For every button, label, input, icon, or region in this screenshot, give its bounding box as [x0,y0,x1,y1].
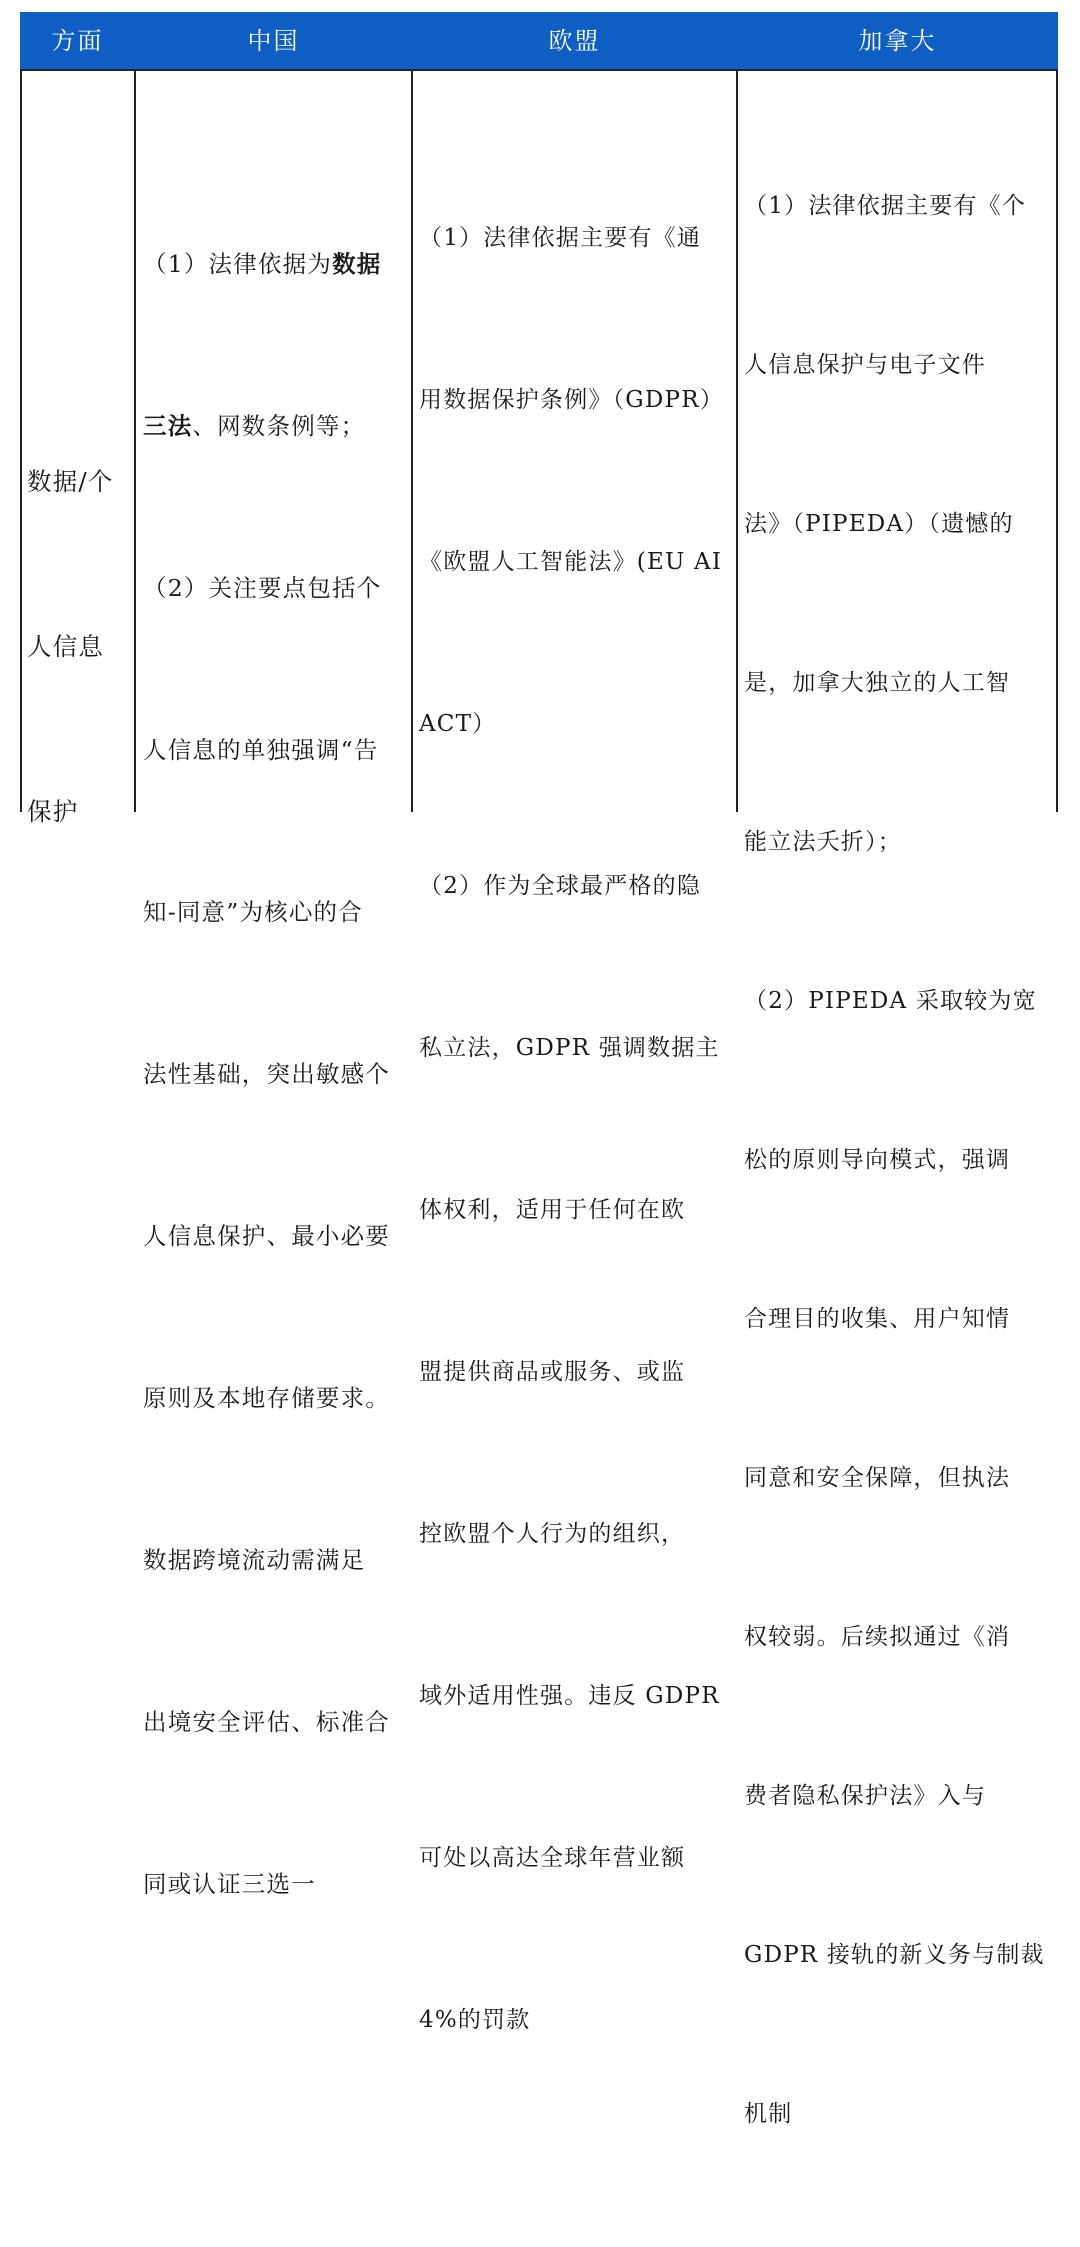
cell-aspect [27,344,114,949]
table-left-border [20,70,22,812]
cell-canada [744,74,1045,2247]
china-line: 人信息保护、最小必要 [143,1222,390,1250]
cell-china [143,129,390,2019]
china-line: （2）关注要点包括个 [143,574,382,602]
china-line: 数据跨境流动需满足 [143,1546,366,1574]
canada-line: 人信息保护与电子文件 [744,352,986,378]
china-text: （1）法律依据为 [143,250,333,278]
canada-line: 同意和安全保障，但执法 [744,1465,1011,1491]
eu-line: 域外适用性强。违反 GDPR [419,1683,720,1709]
china-text: 、网数条例等； [192,412,366,440]
cell-eu [419,103,724,2155]
header-eu: 欧盟 [548,27,601,55]
eu-line: 控欧盟个人行为的组织， [419,1521,686,1547]
canada-line: GDPR 接轨的新义务与制裁 [744,1942,1045,1968]
aspect-line: 数据/个 [27,467,114,496]
eu-line: 私立法，GDPR 强调数据主 [419,1035,720,1061]
china-bold-text: 数据 [332,250,382,278]
eu-line: （2）作为全球最严格的隐 [419,873,702,899]
china-bold-text: 三法 [143,412,193,440]
eu-line: （1）法律依据主要有《通 [419,225,702,251]
header-china: 中国 [247,27,300,55]
eu-line: ACT） [419,711,497,737]
column-divider-2 [411,70,413,812]
column-divider-1 [134,70,136,812]
china-line [143,399,390,453]
eu-line: 盟提供商品或服务、或监 [419,1359,686,1385]
header-aspect: 方面 [51,27,104,55]
canada-line: 费者隐私保护法》入与 [744,1783,986,1809]
china-line: 同或认证三选一 [143,1870,316,1898]
china-line [143,237,390,291]
canada-line: 能立法夭折）； [744,829,902,855]
comparison-table [20,12,1058,2127]
canada-line: 合理目的收集、用户知情 [744,1306,1011,1332]
china-line: 出境安全评估、标准合 [143,1708,390,1736]
eu-line: 体权利，适用于任何在欧 [419,1197,686,1223]
eu-line: 《欧盟人工智能法》(EU AI [419,549,723,575]
table-right-border [1056,70,1058,812]
column-divider-3 [736,70,738,812]
eu-line: 4%的罚款 [419,2007,531,2033]
eu-line: 可处以高达全球年营业额 [419,1845,686,1871]
aspect-line: 人信息 [27,632,105,661]
canada-line: （1）法律依据主要有《个 [744,193,1027,219]
canada-line: 权较弱。后续拟通过《消 [744,1624,1011,1650]
canada-line: 松的原则导向模式，强调 [744,1147,1011,1173]
canada-line: 法》（PIPEDA）（遗憾的 [744,511,1014,537]
canada-line: （2）PIPEDA 采取较为宽 [744,988,1037,1014]
china-line: 原则及本地存储要求。 [143,1384,390,1412]
canada-line: 是，加拿大独立的人工智 [744,670,1011,696]
china-line: 知-同意”为核心的合 [143,898,363,926]
eu-line: 用数据保护条例》（GDPR） [419,387,724,413]
china-line: 人信息的单独强调“告 [143,736,379,764]
header-canada: 加拿大 [858,27,937,55]
aspect-line: 保护 [27,797,79,826]
canada-line: 机制 [744,2101,793,2127]
header-divider [20,69,1058,71]
china-line: 法性基础，突出敏感个 [143,1060,390,1088]
